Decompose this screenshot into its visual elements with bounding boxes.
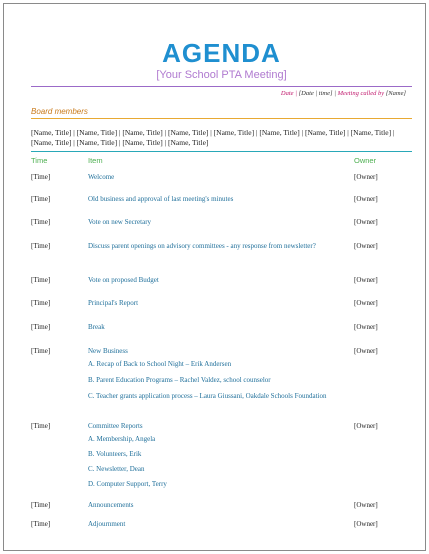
row-owner: [Owner] (354, 520, 378, 528)
committee-item: C. Newsletter, Dean (88, 465, 145, 473)
row-time: [Time] (31, 195, 51, 203)
committee-item: A. Membership, Angela (88, 435, 156, 443)
row-time: [Time] (31, 323, 51, 331)
row-owner: [Owner] (354, 323, 378, 331)
row-time: [Time] (31, 218, 51, 226)
row-item: Committee Reports (88, 422, 143, 430)
title-divider (31, 86, 412, 87)
row-time: [Time] (31, 501, 51, 509)
called-by-value: [Name] (385, 90, 406, 97)
new-business-item: C. Teacher grants application process – Laura Giussani, Oakdale Schools Foundation (88, 392, 327, 400)
row-owner: [Owner] (354, 501, 378, 509)
meeting-subtitle: [Your School PTA Meeting] (156, 69, 287, 81)
row-item: Discuss parent openings on advisory committees - any response from newsletter? (88, 242, 316, 250)
row-owner: [Owner] (354, 299, 378, 307)
committee-item: B. Volunteers, Erik (88, 450, 142, 458)
new-business-item: A. Recap of Back to School Night – Erik Andersen (88, 360, 232, 368)
row-item: Old business and approval of last meeting's minutes (88, 195, 234, 203)
row-time: [Time] (31, 422, 51, 430)
item-header: Item (88, 156, 103, 165)
time-header: Time (31, 156, 48, 165)
row-owner: [Owner] (354, 242, 378, 250)
row-owner: [Owner] (354, 218, 378, 226)
row-time: [Time] (31, 173, 51, 181)
row-owner: [Owner] (354, 276, 378, 284)
new-business-item: B. Parent Education Programs – Rachel Valdez, school counselor (88, 376, 271, 384)
date-value: [Date | time] (298, 90, 333, 97)
date-label: Date | (280, 90, 297, 97)
row-item: Vote on new Secretary (88, 218, 152, 226)
owner-header: Owner (354, 156, 377, 165)
row-owner: [Owner] (354, 173, 378, 181)
board-members-heading: Board members (31, 107, 88, 116)
row-time: [Time] (31, 276, 51, 284)
row-time: [Time] (31, 299, 51, 307)
row-item: Adjournment (88, 520, 126, 528)
page-title: AGENDA (162, 38, 281, 68)
row-item: Principal's Report (88, 299, 139, 307)
row-item: New Business (88, 347, 128, 355)
row-time: [Time] (31, 520, 51, 528)
row-owner: [Owner] (354, 422, 378, 430)
document-frame (3, 3, 426, 551)
table-divider (31, 151, 412, 152)
board-divider (31, 118, 412, 119)
row-owner: [Owner] (354, 195, 378, 203)
called-by-label: Meeting called by (337, 90, 385, 97)
row-owner: [Owner] (354, 347, 378, 355)
committee-item: D. Computer Support, Terry (88, 480, 167, 488)
row-item: Vote on proposed Budget (88, 276, 159, 284)
row-time: [Time] (31, 242, 51, 250)
row-item: Break (88, 323, 105, 331)
meeting-dateline: Date | [Date | time] | Meeting called by [Name] (280, 90, 406, 97)
row-time: [Time] (31, 347, 51, 355)
board-members-list: [Name, Title] | [Name, Title] | [Name, Title] | [Name, Title] | [Name, Title] | [Name, Title] | [Name, Title] | [Name, Title] | [Name, Title] | [Name, Title] | [Name, Title] | [Name, Title] (31, 128, 395, 147)
row-item: Announcements (88, 501, 134, 509)
row-item: Welcome (88, 173, 115, 181)
